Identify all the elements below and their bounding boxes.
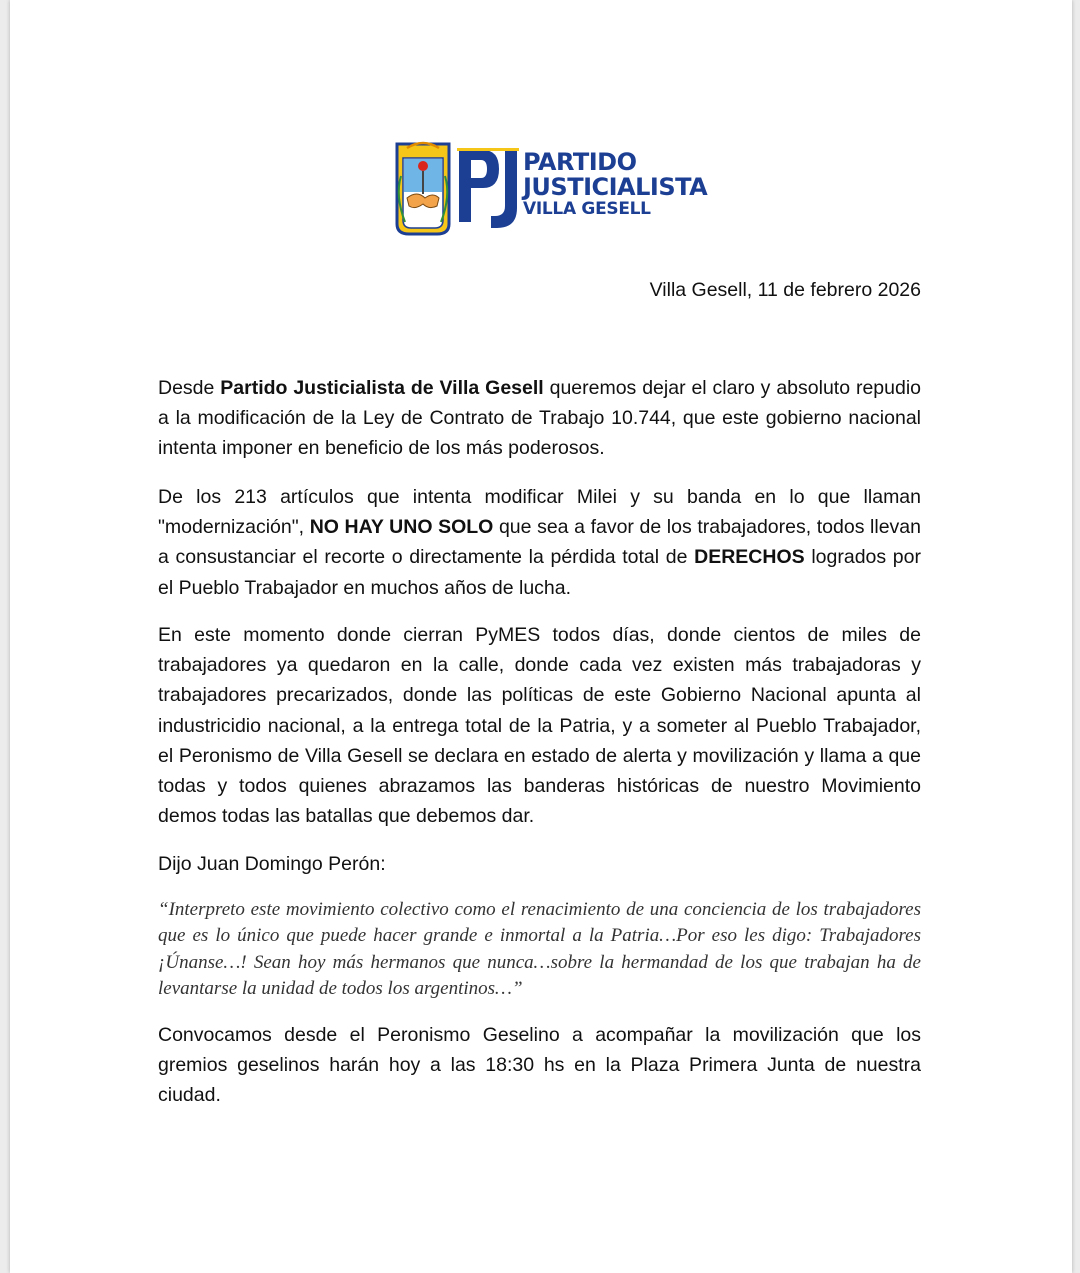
document-page: [10, 0, 1072, 1273]
logo-line-villa-gesell: VILLA GESELL: [523, 199, 651, 219]
paragraph-5-text: Convocamos desde el Peronismo Geselino a acompañar la movilización que los gremios geselinos harán hoy a las 18:30 hs en la Plaza Primera Junta de nuestra ciudad.: [158, 1024, 921, 1107]
peron-quote: “Interpreto este movimiento colectivo como el renacimiento de una conciencia de los trabajadores que es lo único que puede hacer grande e inmortal a la Patria…Por eso les digo: Trabajadores ¡Únanse…! Sean hoy más hermanos que nunca…sobre la hermandad de los que trabajan ha de levantarse la unidad de todos los argentinos…”: [158, 899, 921, 999]
paragraph-2-text-e: logrados por el Pueblo Trabajador en muchos años de lucha.: [158, 546, 921, 599]
pj-shield-icon: [387, 136, 527, 240]
paragraph-2: [158, 482, 921, 603]
paragraph-1-text-c: queremos dejar el claro y absoluto repudio a la modificación de la Ley de Contrato de Trabajo 10.744, que este gobierno nacional intenta imponer en beneficio de los más poderosos.: [158, 377, 921, 460]
peron-intro: Dijo Juan Domingo Perón:: [158, 853, 386, 875]
logo-line-justicialista: JUSTICIALISTA: [523, 173, 708, 201]
paragraph-1-bold-party: Partido Justicialista de Villa Gesell: [220, 377, 544, 399]
logo-wordmark: [523, 150, 707, 218]
pj-logo: [387, 136, 727, 240]
paragraph-3-text: En este momento donde cierran PyMES todos días, donde cientos de miles de trabajadores ya quedaron en la calle, donde cada vez existen más trabajadoras y trabajadores precarizados, donde las políticas de este Gobierno Nacional apunta al industricidio nacional, a la entrega total de la Patria, y a someter al Pueblo Trabajador, el Peronismo de Villa Gesell se declara en estado de alerta y movilización y llama a que todas y todos quienes abrazamos las banderas históricas de nuestro Movimiento demos todas las batallas que debemos dar.: [158, 624, 921, 828]
logo-line-partido: PARTIDO: [523, 148, 637, 176]
paragraph-1: [158, 373, 921, 464]
paragraph-2-bold-derechos: DERECHOS: [694, 546, 805, 569]
paragraph-2-text-c: que sea a favor de los trabajadores, todos llevan a consustanciar el recorte o directamente la pérdida total de: [158, 516, 922, 569]
paragraph-4: [158, 849, 921, 879]
paragraph-1-text-a: Desde: [158, 377, 221, 399]
paragraph-2-text-a: De los 213 artículos que intenta modificar Milei y su banda en lo que llaman "modernización",: [158, 486, 921, 539]
paragraph-3: [158, 620, 921, 831]
document-date: Villa Gesell, 11 de febrero 2026: [649, 279, 921, 301]
paragraph-5: [158, 1020, 921, 1111]
paragraph-2-bold-no-hay: NO HAY UNO SOLO: [309, 516, 494, 539]
